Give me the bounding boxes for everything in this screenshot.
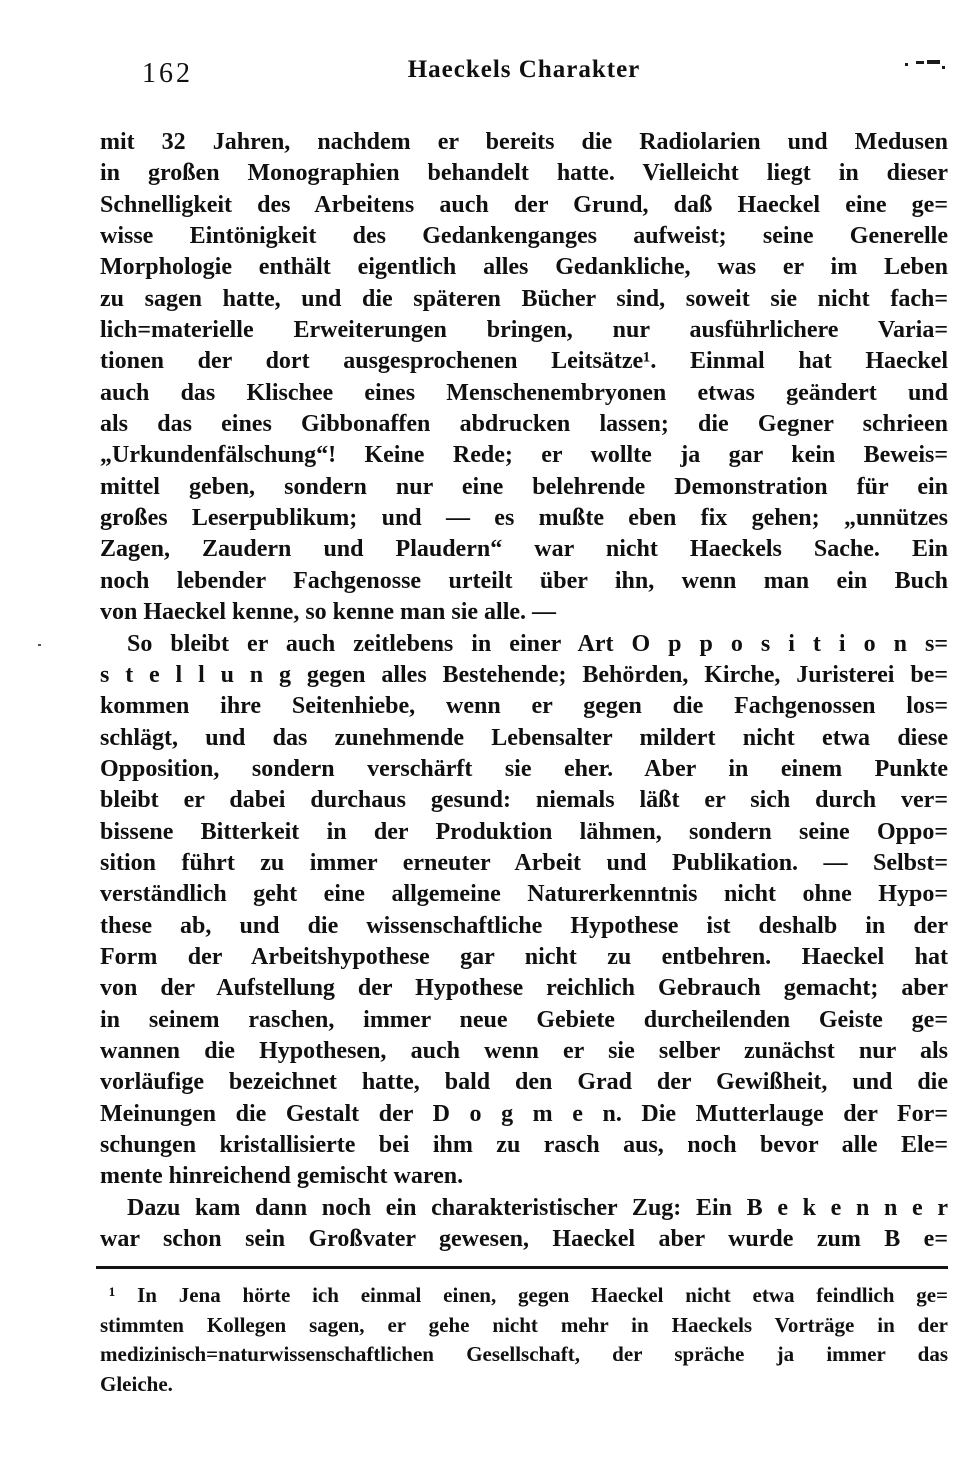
footnote-line: medizinisch=naturwissenschaftlichen Gesellschaft, der spräche ja immer das — [100, 1342, 948, 1366]
text-line: in großen Monographien behandelt hatte. Vielleicht liegt in dieser — [100, 160, 948, 187]
text-line: Meinungen die Gestalt der D o g m e n. Die Mutterlauge der For= — [100, 1100, 948, 1127]
text-line: als das eines Gibbonaffen abdrucken lassen; die Gegner schrieen — [100, 411, 948, 438]
text-line: Dazu kam dann noch ein charakteristischer Zug: Ein B e k e n n e r — [127, 1194, 948, 1221]
scan-artifact-dash — [927, 60, 940, 64]
scan-artifact-speck — [38, 644, 41, 646]
text-line: schlägt, und das zunehmende Lebensalter mildert nicht etwa diese — [100, 724, 948, 751]
footnote-line: ¹ In Jena hörte ich einmal einen, gegen Haeckel nicht etwa feindlich ge= — [109, 1283, 948, 1307]
text-line: bissene Bitterkeit in der Produktion lähmen, sondern seine Oppo= — [100, 818, 948, 845]
page-number: 162 — [142, 58, 193, 89]
text-line: tionen der dort ausgesprochenen Leitsätze¹. Einmal hat Haeckel — [100, 348, 948, 375]
scan-artifact-dash — [916, 61, 924, 64]
text-line: s t e l l u n g gegen alles Bestehende; Behörden, Kirche, Juristerei be= — [100, 661, 948, 688]
text-line: „Urkundenfälschung“! Keine Rede; er wollte ja gar kein Beweis= — [100, 442, 948, 469]
footnote-line: Gleiche. — [100, 1371, 173, 1396]
text-line: von der Aufstellung der Hypothese reichlich Gebrauch gemacht; aber — [100, 975, 948, 1002]
body-text — [100, 127, 948, 1255]
footnote-line: stimmten Kollegen sagen, er gehe nicht mehr in Haeckels Vorträge in der — [100, 1312, 948, 1337]
running-header: Haeckels Charakter — [407, 56, 641, 83]
text-line: vorläufige bezeichnet hatte, bald den Grad der Gewißheit, und die — [100, 1069, 948, 1096]
text-line: mittel geben, sondern nur eine belehrende Demonstration für ein — [100, 473, 948, 500]
text-line: noch lebender Fachgenosse urteilt über ihn, wenn man ein Buch — [100, 567, 948, 594]
text-line: bleibt er dabei durchaus gesund: niemals läßt er sich durch ver= — [100, 787, 948, 814]
text-line: auch das Klischee eines Menschenembryonen etwas geändert und — [100, 379, 948, 406]
text-line: So bleibt er auch zeitlebens in einer Art O p p o s i t i o n s= — [127, 630, 948, 657]
text-line: mit 32 Jahren, nachdem er bereits die Radiolarien und Medusen — [100, 129, 948, 155]
text-line: verständlich geht eine allgemeine Naturerkenntnis nicht ohne Hypo= — [100, 881, 948, 908]
scan-artifact-dot — [905, 63, 908, 66]
text-line: mente hinreichend gemischt waren. — [100, 1163, 464, 1190]
footnote-divider — [96, 1266, 948, 1269]
text-line: Zagen, Zaudern und Plaudern“ war nicht Haeckels Sache. Ein — [100, 536, 948, 563]
text-line: schungen kristallisierte bei ihm zu rasch aus, noch bevor alle Ele= — [100, 1132, 948, 1158]
footnote — [100, 1281, 948, 1399]
text-line: these ab, und die wissenschaftliche Hypothese ist deshalb in der — [100, 912, 948, 939]
text-line: wannen die Hypothesen, auch wenn er sie selber zunächst nur als — [100, 1037, 948, 1064]
text-line: Opposition, sondern verschärft sie eher. Aber in einem Punkte — [100, 755, 948, 782]
text-line: zu sagen hatte, und die späteren Bücher sind, soweit sie nicht fach= — [100, 285, 948, 312]
text-line: sition führt zu immer erneuter Arbeit und Publikation. — Selbst= — [100, 849, 948, 876]
text-line: Morphologie enthält eigentlich alles Gedankliche, was er im Leben — [100, 254, 948, 281]
text-line: lich=materielle Erweiterungen bringen, nur ausführlichere Varia= — [100, 317, 948, 344]
text-line: in seinem raschen, immer neue Gebiete durcheilenden Geiste ge= — [100, 1006, 948, 1033]
text-line: wisse Eintönigkeit des Gedankenganges aufweist; seine Generelle — [100, 223, 948, 250]
text-line: Form der Arbeitshypothese gar nicht zu entbehren. Haeckel hat — [100, 943, 948, 970]
text-line: war schon sein Großvater gewesen, Haeckel aber wurde zum B e= — [100, 1226, 948, 1253]
text-line: von Haeckel kenne, so kenne man sie alle. — — [100, 599, 557, 626]
text-line: kommen ihre Seitenhiebe, wenn er gegen die Fachgenossen los= — [100, 693, 948, 720]
scan-artifact-dot — [942, 66, 945, 69]
text-line: Schnelligkeit des Arbeitens auch der Grund, daß Haeckel eine ge= — [100, 191, 948, 218]
text-line: großes Leserpublikum; und — es mußte eben fix gehen; „unnützes — [100, 505, 948, 532]
